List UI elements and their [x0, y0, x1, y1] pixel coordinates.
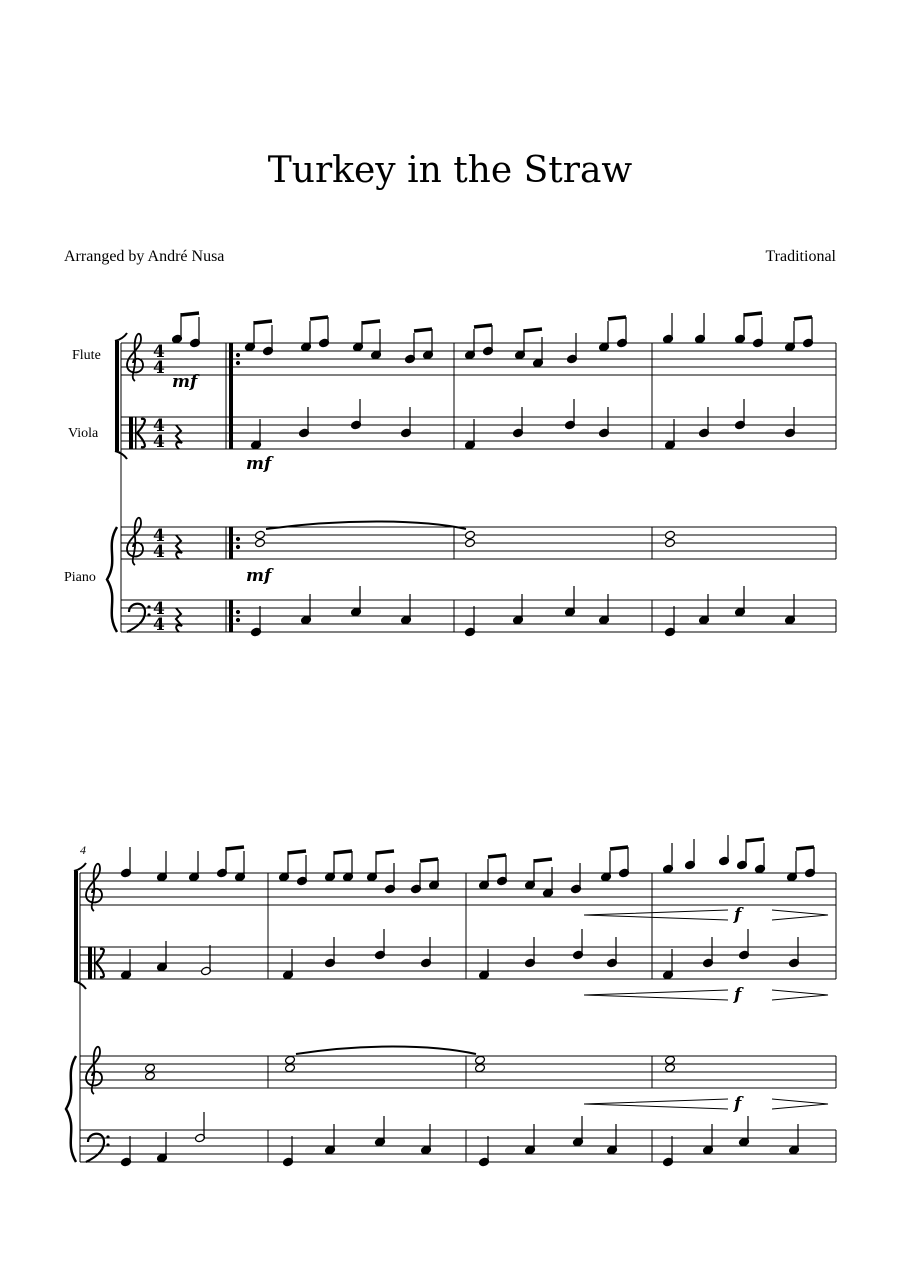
time-signature-numerator: 4 — [153, 416, 165, 436]
staff-lines — [80, 343, 836, 1162]
whole-note — [145, 1063, 156, 1073]
dynamic-marking: f — [734, 905, 742, 925]
note-beam — [414, 329, 432, 331]
whole-note — [285, 1055, 296, 1065]
dynamic-marking: f — [734, 1094, 742, 1114]
note-beam — [534, 859, 552, 861]
repeat-start-icon — [236, 610, 239, 613]
crescendo-hairpin-icon — [584, 1099, 728, 1109]
note-beam — [362, 321, 380, 323]
whole-note — [255, 530, 266, 540]
whole-note — [665, 530, 676, 540]
alto-clef-icon — [135, 417, 137, 449]
dynamic-marking: mf — [246, 566, 272, 586]
decrescendo-hairpin-icon — [772, 1099, 828, 1109]
time-signature-denominator: 4 — [153, 432, 165, 452]
note-beam — [254, 321, 272, 323]
alto-clef-icon — [129, 417, 133, 449]
decrescendo-hairpin-icon — [772, 990, 828, 1000]
whole-note — [665, 1055, 676, 1065]
treble-clef-icon — [127, 518, 143, 565]
whole-note — [665, 1063, 676, 1073]
crescendo-hairpin-icon — [584, 910, 728, 920]
time-signature-numerator: 4 — [153, 526, 165, 546]
bass-clef-icon — [147, 613, 150, 616]
bass-clef-icon — [106, 1143, 109, 1146]
arranger-credit: Arranged by André Nusa — [64, 248, 225, 265]
time-signature-denominator: 4 — [153, 542, 165, 562]
repeat-start-icon — [236, 618, 239, 621]
note-beam — [310, 317, 328, 319]
note-beam — [796, 847, 814, 849]
dynamic-marking: f — [734, 985, 742, 1005]
tie — [266, 522, 466, 530]
note-beam — [334, 851, 352, 853]
instrument-label-piano: Piano — [64, 570, 96, 585]
instrument-label-viola: Viola — [68, 426, 99, 441]
instrument-label-flute: Flute — [72, 348, 101, 363]
note-beam — [744, 313, 762, 315]
note-beam — [376, 851, 394, 853]
group-bracket — [74, 863, 86, 871]
whole-note — [475, 1055, 486, 1065]
note-beam — [746, 839, 764, 841]
whole-note — [465, 530, 476, 540]
note-beam — [488, 855, 506, 857]
treble-clef-icon — [127, 334, 143, 381]
whole-note — [465, 538, 476, 548]
quarter-rest-icon — [176, 425, 182, 449]
note-beam — [794, 317, 812, 319]
system-brackets — [66, 333, 127, 1162]
bass-clef-icon — [106, 1135, 109, 1138]
tie — [296, 1047, 476, 1055]
treble-clef-icon — [86, 864, 102, 911]
whole-note — [285, 1063, 296, 1073]
note-beam — [420, 859, 438, 861]
dynamic-marking: mf — [172, 372, 198, 392]
repeat-start-icon — [236, 361, 239, 364]
time-signatures — [153, 342, 165, 635]
note-beam — [181, 313, 199, 315]
note-beam — [608, 317, 626, 319]
piano-brace — [107, 527, 117, 632]
repeat-start-icon — [236, 537, 239, 540]
group-bracket — [115, 333, 127, 341]
alto-clef-icon — [94, 947, 96, 979]
composer-credit: Traditional — [765, 248, 836, 265]
page-title: Turkey in the Straw — [267, 150, 633, 191]
repeat-start-icon — [236, 353, 239, 356]
barlines — [80, 343, 836, 1162]
group-bracket — [115, 341, 119, 451]
note-beam — [474, 325, 492, 327]
note-beam — [226, 847, 244, 849]
bass-clef-icon — [147, 605, 150, 608]
note-beam — [524, 329, 542, 331]
alto-clef-icon — [88, 947, 92, 979]
decrescendo-hairpin-icon — [772, 910, 828, 920]
whole-note — [475, 1063, 486, 1073]
whole-note — [145, 1071, 156, 1081]
crescendo-hairpin-icon — [584, 990, 728, 1000]
note-beam — [610, 847, 628, 849]
dynamic-marking: mf — [246, 454, 272, 474]
clefs — [86, 334, 151, 1162]
piano-brace — [66, 1056, 76, 1162]
treble-clef-icon — [86, 1047, 102, 1094]
time-signature-denominator: 4 — [153, 615, 165, 635]
repeat-start-icon — [236, 545, 239, 548]
whole-note — [255, 538, 266, 548]
quarter-rest-icon — [176, 608, 182, 632]
time-signature-numerator: 4 — [153, 342, 165, 362]
time-signature-denominator: 4 — [153, 358, 165, 378]
dynamics — [172, 372, 828, 1114]
whole-note — [665, 538, 676, 548]
note-beam — [288, 851, 306, 853]
quarter-rest-icon — [176, 535, 182, 559]
measure-number: 4 — [80, 843, 86, 857]
time-signature-numerator: 4 — [153, 599, 165, 619]
group-bracket — [74, 871, 78, 981]
